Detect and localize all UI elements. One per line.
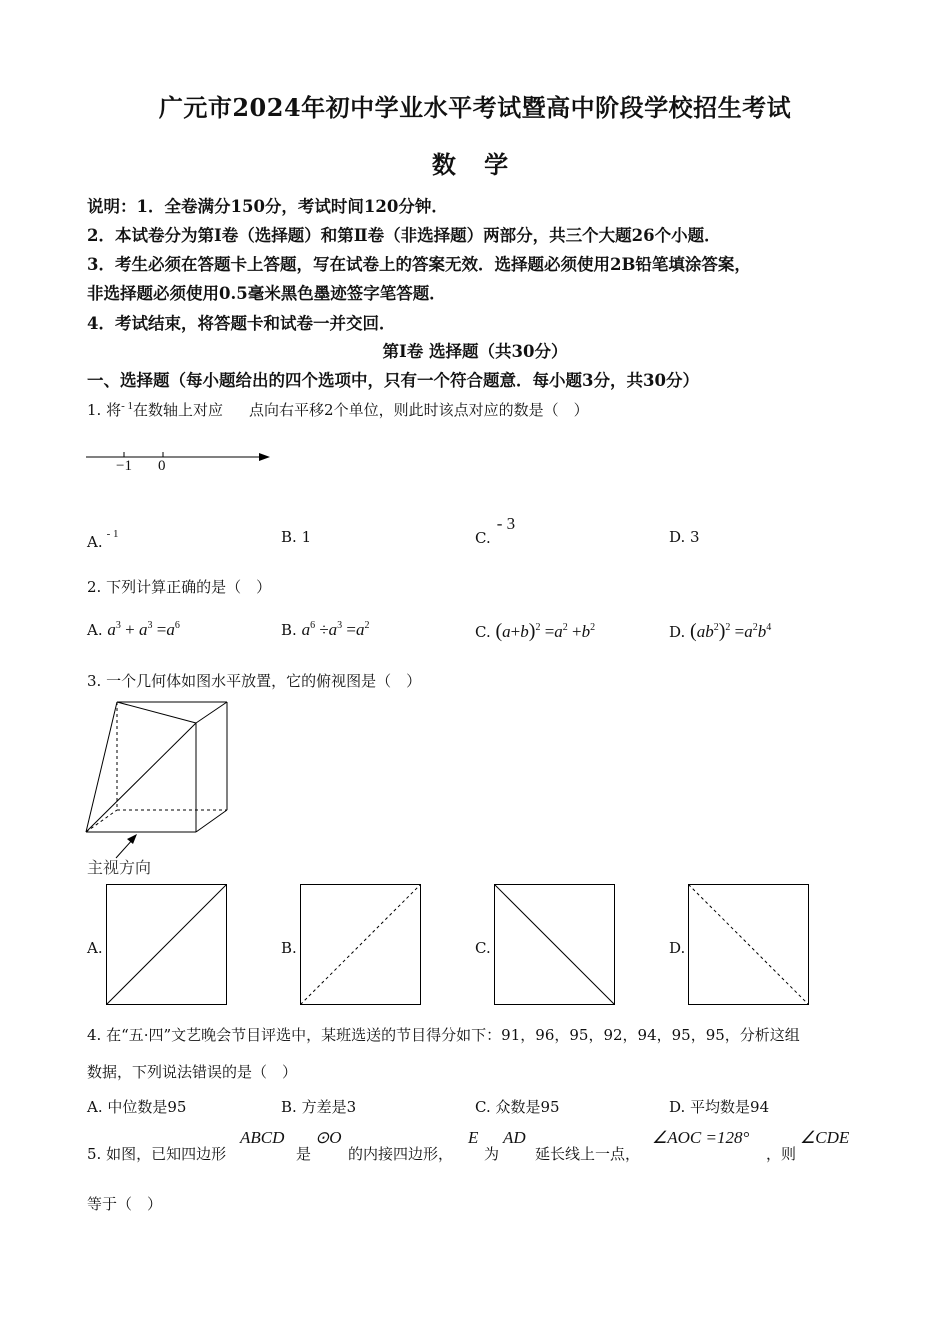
q2-option-a-label: A. [87, 621, 103, 639]
q2-option-b-label: B. [281, 621, 297, 639]
q1-option-a-value: - 1 [106, 528, 119, 540]
q1-option-b-label: B. [281, 528, 297, 546]
q2-option-d[interactable] [669, 620, 771, 643]
q1-stem [87, 399, 589, 420]
q1-option-b-value: 1 [301, 528, 312, 546]
q3-option-d-label[interactable]: D. [669, 939, 686, 957]
q2-option-b[interactable] [281, 620, 370, 640]
q5-is: 是 [296, 1145, 312, 1163]
q2-option-b-expr: $a^6 \div a^3 =a^2$ [301, 620, 370, 639]
q4-option-d[interactable] [669, 1096, 769, 1117]
q1-option-c[interactable] [475, 514, 516, 548]
q1-option-b[interactable] [281, 528, 311, 546]
q5-angle-cde: ∠CDE [800, 1128, 850, 1147]
axis-label-neg1: −1 [116, 458, 132, 474]
q4-option-b[interactable] [281, 1096, 356, 1117]
q4-option-c-text: 众数是95 [495, 1098, 560, 1116]
subject-title: 数 学 [431, 150, 519, 179]
q5-abcd: ABCD [240, 1128, 285, 1147]
note-line-4: 非选择题必须使用0.5毫米黑色墨迹签字笔答题． [87, 284, 446, 303]
q3-stem: 3. 一个几何体如图水平放置，它的俯视图是（ ） [87, 672, 422, 690]
q5-inscribed: 的内接四边形， [348, 1145, 454, 1163]
note-line-2: 2．本试卷分为第Ⅰ卷（选择题）和第Ⅱ卷（非选择题）两部分，共三个大题26个小题． [87, 226, 721, 245]
section1-title: 一、选择题（每小题给出的四个选项中，只有一个符合题意．每小题3分，共30分） [87, 371, 699, 390]
q5-ze: ，则 [766, 1145, 797, 1163]
q1-option-d-value: 3 [690, 528, 700, 546]
view-direction-label: 主视方向 [87, 858, 152, 877]
q2-option-a-expr: $a^3 + a^3 =a^6$ [107, 620, 180, 639]
q3-option-c-label[interactable]: C. [475, 939, 491, 957]
q2-option-c[interactable] [475, 620, 595, 643]
q4-option-a[interactable] [87, 1096, 186, 1117]
q5-ext: 延长线上一点， [535, 1145, 641, 1163]
q1-option-c-value: - 3 [496, 514, 516, 533]
q1-text2: 点向右平移2个单位，则此时该点对应的数是（ ） [249, 401, 589, 419]
q5-ad: AD [503, 1128, 526, 1147]
q1-neg1: - 1 [121, 400, 134, 412]
q4-option-a-label: A. [87, 1098, 103, 1116]
q5-e: E [468, 1128, 479, 1147]
q1-option-a-label: A. [87, 533, 103, 551]
q3-option-b-figure [300, 884, 421, 1005]
q4-option-b-text: 方差是3 [301, 1098, 357, 1116]
note-line-3: 3．考生必须在答题卡上答题，写在试卷上的答案无效．选择题必须使用2B铅笔填涂答案， [87, 255, 751, 274]
q4-option-d-text: 平均数是94 [690, 1098, 770, 1116]
q2-option-a[interactable] [87, 620, 180, 640]
q4-option-a-text: 中位数是95 [107, 1098, 187, 1116]
q3-option-a-label[interactable]: A. [87, 939, 103, 957]
q3-option-a-figure [106, 884, 227, 1005]
q1-number-line [86, 448, 276, 478]
q3-option-b-label[interactable]: B. [281, 939, 297, 957]
q2-option-d-label: D. [669, 623, 686, 641]
q1-prefix: 1. 将 [87, 401, 122, 419]
exam-title: 广元市2024年初中学业水平考试暨高中阶段学校招生考试 [158, 93, 792, 122]
q5-wei: 为 [484, 1145, 500, 1163]
q3-option-c-figure [494, 884, 615, 1005]
q4-option-b-label: B. [281, 1098, 297, 1116]
q4-stem-line-1: 4. 在“五·四”文艺晚会节目评选中，某班选送的节目得分如下：91，96，95，92，94，95，95，分析这组 [87, 1026, 800, 1044]
q2-stem: 2. 下列计算正确的是（ ） [87, 578, 272, 596]
q4-option-c[interactable] [475, 1096, 560, 1117]
q5-circle-o: ⊙O [315, 1128, 342, 1147]
note-line-1: 说明：1．全卷满分150分，考试时间120分钟． [87, 197, 448, 216]
axis-label-0: 0 [158, 458, 166, 474]
part1-title: 第Ⅰ卷 选择题（共30分） [382, 342, 568, 361]
q3-solid-figure [86, 700, 231, 850]
q1-option-a[interactable] [87, 528, 119, 551]
q5-angle-aoc: ∠AOC =128° [652, 1128, 750, 1147]
q1-option-d[interactable] [669, 528, 700, 546]
q5-stem-line-2: 等于（ ） [87, 1195, 163, 1213]
q1-option-c-label: C. [475, 529, 491, 547]
q2-option-d-expr: $(ab^2)^2 =a^2b^4$ [690, 620, 772, 642]
q4-option-d-label: D. [669, 1098, 686, 1116]
q5-prefix: 5. 如图，已知四边形 [87, 1145, 227, 1163]
q4-stem-line-2: 数据，下列说法错误的是（ ） [87, 1063, 298, 1081]
q3-option-d-figure [688, 884, 809, 1005]
q2-option-c-label: C. [475, 623, 491, 641]
q1-option-d-label: D. [669, 528, 686, 546]
q1-text1: 在数轴上对应 [133, 401, 224, 419]
q4-option-c-label: C. [475, 1098, 491, 1116]
q2-option-c-expr: $(a+b)^2 =a^2 +b^2$ [495, 620, 596, 642]
note-line-5: 4．考试结束，将答题卡和试卷一并交回． [87, 314, 396, 333]
